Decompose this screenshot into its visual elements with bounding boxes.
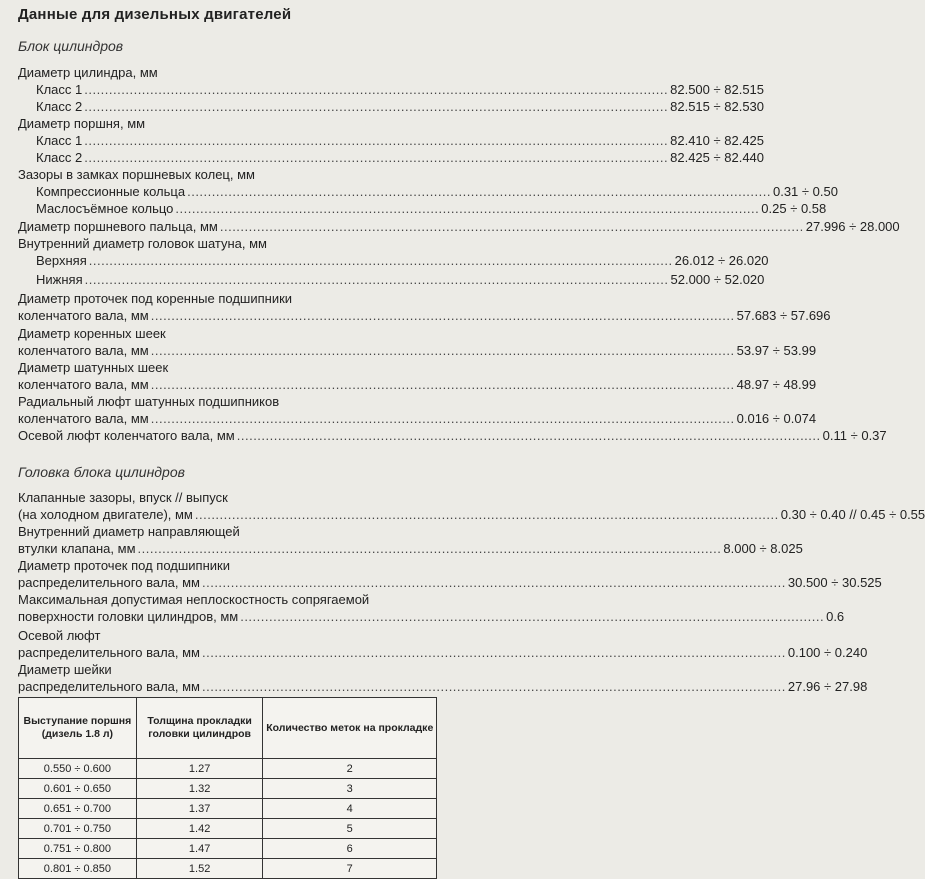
- table-row: [19, 859, 437, 879]
- table-cell: 0.550 ÷ 0.600: [19, 759, 137, 779]
- table-cell: 0.651 ÷ 0.700: [19, 799, 137, 819]
- table-header-row: [19, 698, 437, 759]
- leader-dots: ..............................................................................................................................................: [84, 150, 669, 165]
- spec-row-cyl-class1: Класс 1 .............................................................................................................................................. 82.500 ÷ 82.515: [36, 82, 765, 97]
- piston-diameter-label: Диаметр поршня, мм: [18, 116, 146, 131]
- table-cell: 1.47: [136, 839, 263, 859]
- spec-row-valve-clearance: (на холодном двигателе), мм .............................................................................................................................................. 0.30 ÷ 0.40 // 0.45 ÷ 0.55: [18, 507, 925, 522]
- spec-row-flatness: поверхности головки цилиндров, мм .............................................................................................................................................. 0.6: [18, 609, 845, 624]
- cam-journal-label: Диаметр шейки: [18, 662, 112, 677]
- spec-row-piston-pin: Диаметр поршневого пальца, мм .............................................................................................................................................. 27.996 ÷ 28.000: [18, 219, 900, 234]
- section-heading-head: Головка блока цилиндров: [18, 464, 185, 480]
- spec-row-oil-ring: Маслосъёмное кольцо .............................................................................................................................................. 0.25 ÷ 0.58: [36, 201, 827, 216]
- main-bore-label: Диаметр проточек под коренные подшипники: [18, 291, 293, 306]
- spec-row-cam-axial: распределительного вала, мм .............................................................................................................................................. 0.100 ÷ 0.240: [18, 645, 868, 660]
- table-cell: 1.42: [136, 819, 263, 839]
- leader-dots: ..............................................................................................................................................: [150, 377, 735, 392]
- spec-row-compression-rings: Компрессионные кольца .............................................................................................................................................. 0.31 ÷ 0.50: [36, 184, 838, 199]
- leader-dots: ..............................................................................................................................................: [201, 645, 786, 660]
- leader-dots: ..............................................................................................................................................: [236, 428, 821, 443]
- table-cell: 1.37: [136, 799, 263, 819]
- leader-dots: ..............................................................................................................................................: [201, 575, 786, 590]
- col-header-gasket-thickness: Толщина прокладки головки цилиндров: [136, 698, 263, 759]
- valve-clearance-label: Клапанные зазоры, впуск // выпуск: [18, 490, 228, 505]
- rod-journal-label: Диаметр шатунных шеек: [18, 360, 169, 375]
- spec-row-radial-play: коленчатого вала, мм .............................................................................................................................................. 0.016 ÷ 0.074: [18, 411, 817, 426]
- table-row: [19, 759, 437, 779]
- spec-row-cam-journal: распределительного вала, мм .............................................................................................................................................. 27.96 ÷ 27.98: [18, 679, 868, 694]
- table-cell: 0.801 ÷ 0.850: [19, 859, 137, 879]
- table-cell: 3: [263, 779, 437, 799]
- radial-play-label: Радиальный люфт шатунных подшипников: [18, 394, 280, 409]
- page-title: Данные для дизельных двигателей: [18, 6, 292, 23]
- table-cell: 6: [263, 839, 437, 859]
- leader-dots: ..............................................................................................................................................: [175, 201, 760, 216]
- spec-row-cam-bore: распределительного вала, мм .............................................................................................................................................. 30.500 ÷ 30.525: [18, 575, 882, 590]
- leader-dots: ..............................................................................................................................................: [150, 343, 735, 358]
- valve-guide-label: Внутренний диаметр направляющей: [18, 524, 240, 539]
- leader-dots: ..............................................................................................................................................: [240, 609, 825, 624]
- leader-dots: ..............................................................................................................................................: [187, 184, 771, 199]
- leader-dots: ..............................................................................................................................................: [84, 82, 669, 97]
- table-cell: 2: [263, 759, 437, 779]
- spec-row-lower-head: Нижняя .............................................................................................................................................. 52.000 ÷ 52.020: [36, 272, 765, 287]
- table-row: [19, 779, 437, 799]
- table-cell: 0.701 ÷ 0.750: [19, 819, 137, 839]
- leader-dots: ..............................................................................................................................................: [150, 308, 735, 323]
- spec-row-cyl-class2: Класс 2 .............................................................................................................................................. 82.515 ÷ 82.530: [36, 99, 765, 114]
- flatness-label: Максимальная допустимая неплоскостность сопрягаемой: [18, 592, 370, 607]
- table-cell: 1.27: [136, 759, 263, 779]
- leader-dots: ..............................................................................................................................................: [201, 679, 786, 694]
- table-cell: 1.52: [136, 859, 263, 879]
- spec-row-axial-play: Осевой люфт коленчатого вала, мм .............................................................................................................................................. 0.11 ÷ 0.37: [18, 428, 887, 443]
- table-cell: 0.751 ÷ 0.800: [19, 839, 137, 859]
- table-row: [19, 819, 437, 839]
- main-journal-label: Диаметр коренных шеек: [18, 326, 166, 341]
- table-cell: 4: [263, 799, 437, 819]
- spec-row-valve-guide: втулки клапана, мм .............................................................................................................................................. 8.000 ÷ 8.025: [18, 541, 803, 556]
- leader-dots: ..............................................................................................................................................: [84, 272, 669, 287]
- section-heading-block: Блок цилиндров: [18, 38, 124, 54]
- table-cell: 5: [263, 819, 437, 839]
- spec-row-main-journal: коленчатого вала, мм .............................................................................................................................................. 53.97 ÷ 53.99: [18, 343, 817, 358]
- cam-bore-label: Диаметр проточек под подшипники: [18, 558, 230, 573]
- table-cell: 7: [263, 859, 437, 879]
- leader-dots: ..............................................................................................................................................: [84, 133, 669, 148]
- table-row: [19, 839, 437, 859]
- spec-row-piston-class1: Класс 1 .............................................................................................................................................. 82.410 ÷ 82.425: [36, 133, 765, 148]
- rod-head-label: Внутренний диаметр головок шатуна, мм: [18, 236, 267, 251]
- leader-dots: ..............................................................................................................................................: [88, 253, 673, 268]
- cam-axial-label: Осевой люфт: [18, 628, 101, 643]
- table-cell: 0.601 ÷ 0.650: [19, 779, 137, 799]
- cyl-diameter-label: Диаметр цилиндра, мм: [18, 65, 158, 80]
- table-cell: 1.32: [136, 779, 263, 799]
- leader-dots: ..............................................................................................................................................: [219, 219, 804, 234]
- col-header-piston-protrusion: Выступание поршня (дизель 1.8 л): [19, 698, 137, 759]
- table-row: [19, 799, 437, 819]
- leader-dots: ..............................................................................................................................................: [194, 507, 779, 522]
- leader-dots: ..............................................................................................................................................: [150, 411, 735, 426]
- spec-row-main-bore: коленчатого вала, мм .............................................................................................................................................. 57.683 ÷ 57.696: [18, 308, 831, 323]
- spec-row-rod-journal: коленчатого вала, мм .............................................................................................................................................. 48.97 ÷ 48.99: [18, 377, 817, 392]
- gasket-table: [18, 697, 437, 879]
- spec-row-upper-head: Верхняя .............................................................................................................................................. 26.012 ÷ 26.020: [36, 253, 769, 268]
- spec-row-piston-class2: Класс 2 .............................................................................................................................................. 82.425 ÷ 82.440: [36, 150, 765, 165]
- col-header-marks-count: Количество меток на прокладке: [263, 698, 437, 759]
- leader-dots: ..............................................................................................................................................: [137, 541, 722, 556]
- leader-dots: ..............................................................................................................................................: [84, 99, 669, 114]
- ring-gap-label: Зазоры в замках поршневых колец, мм: [18, 167, 255, 182]
